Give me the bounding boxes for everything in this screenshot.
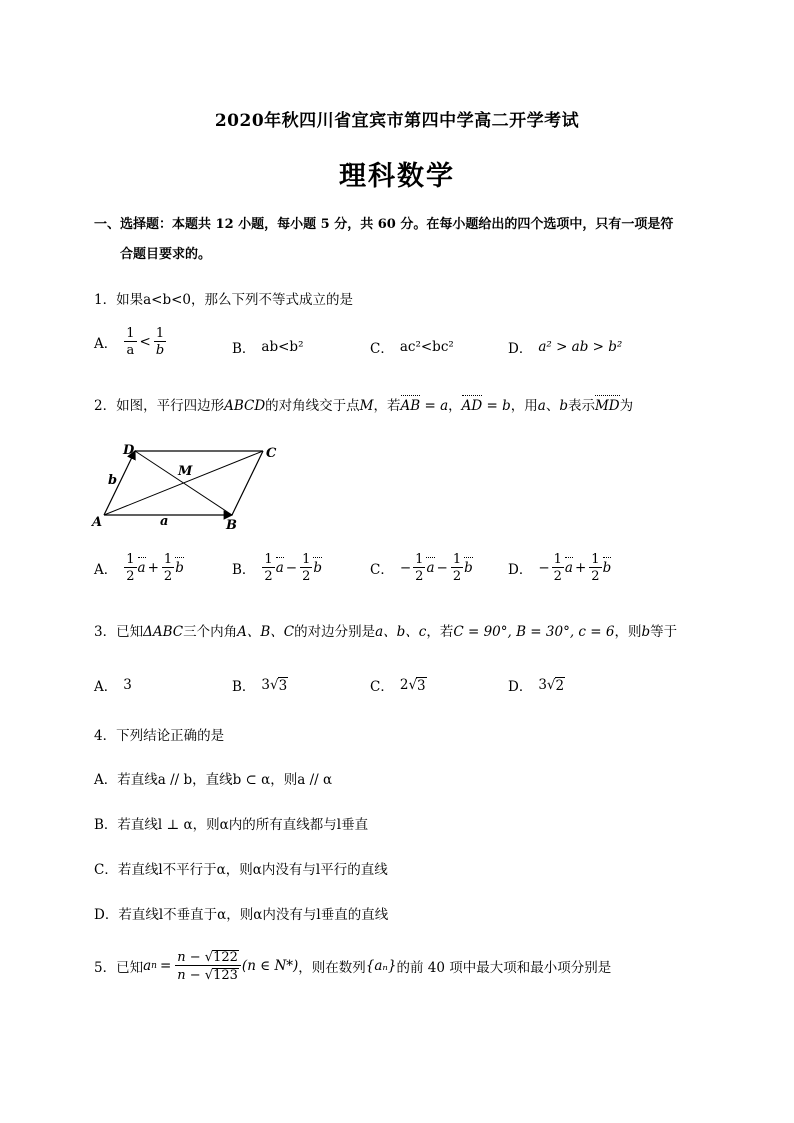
question-3-options [94, 675, 714, 697]
q4-option-d: D．若直线l不垂直于α，则α内没有与l垂直的直线 [94, 907, 389, 923]
q2-option-a: A． $\frac{1}{2}$ a + $\frac{1}{2}$ b [94, 552, 184, 584]
question-1-options [94, 327, 714, 367]
q3-option-b: B． 3 √ 3 [232, 677, 288, 695]
q4-option-a: A．若直线a // b，直线b ⊂ α，则a // α [94, 772, 333, 788]
question-3-stem: 3．已知ΔABC三个内角A、B、C的对边分别是a、b、c，若C = 90°, B = 30°, c = 6，则b等于 [94, 624, 678, 640]
question-5-stem: 5．已知 a n = $\frac{n - √122}{n - √123}$ (n ∈ N*) ，则在数列 {aₙ} 的前 40 项中最大项和最小项分别是 [94, 950, 612, 983]
label-d: D [123, 443, 135, 458]
label-a: A [92, 515, 103, 530]
section-heading [94, 210, 714, 270]
section-line-2: 合题目要求的。 [120, 247, 212, 262]
q1-option-b: B． ab<b² [232, 339, 304, 357]
q1-option-d: D． a² > ab > b² [508, 339, 623, 357]
q4-option-c: C．若直线l不平行于α，则α内没有与l平行的直线 [94, 862, 388, 878]
q5-fraction: $\frac{n - √122}{n - √123}$ [175, 950, 241, 982]
question-2-stem: 2．如图，平行四边形ABCD的对角线交于点M，若AB = a，AD = b，用a、b表示MD为 [94, 398, 634, 414]
q3-option-c: C． 2 √ 3 [370, 677, 426, 695]
side-bc [232, 451, 263, 515]
label-m: M [178, 464, 193, 479]
diagonal-bd [135, 451, 232, 515]
q2-option-c: C． − $\frac{1}{2}$ a − $\frac{1}{2}$ b [370, 552, 473, 584]
question-4-stem: 4．下列结论正确的是 [94, 728, 225, 744]
label-b: B [226, 518, 237, 533]
parallelogram-figure [88, 436, 288, 536]
q4-option-b: B．若直线l ⊥ α，则α内的所有直线都与l垂直 [94, 817, 369, 833]
q3-option-a: A． 3 [94, 677, 132, 695]
q1-option-a: A． $\frac{1}{a}$ < $\frac{1}{b}$ [94, 326, 165, 358]
label-vec-a: a [160, 514, 169, 529]
q3-option-d: D． 3 √ 2 [508, 677, 565, 695]
label-c: C [266, 446, 277, 461]
q2-option-b: B． $\frac{1}{2}$ a − $\frac{1}{2}$ b [232, 552, 323, 584]
q1-option-c: C． ac²<bc² [370, 339, 454, 357]
label-vec-b: b [108, 473, 118, 488]
question-1-stem: 1．如果a<b<0，那么下列不等式成立的是 [94, 292, 353, 308]
subject-title: 理科数学 [339, 161, 455, 192]
section-line-1: 一、选择题：本题共 12 小题，每小题 5 分，共 60 分。在每小题给出的四个选项中，只有一项是符 [94, 217, 674, 232]
exam-title: 2020年秋四川省宜宾市第四中学高二开学考试 [214, 111, 580, 131]
question-2-options [94, 553, 714, 593]
q2-option-d: D． − $\frac{1}{2}$ a + $\frac{1}{2}$ b [508, 552, 612, 584]
